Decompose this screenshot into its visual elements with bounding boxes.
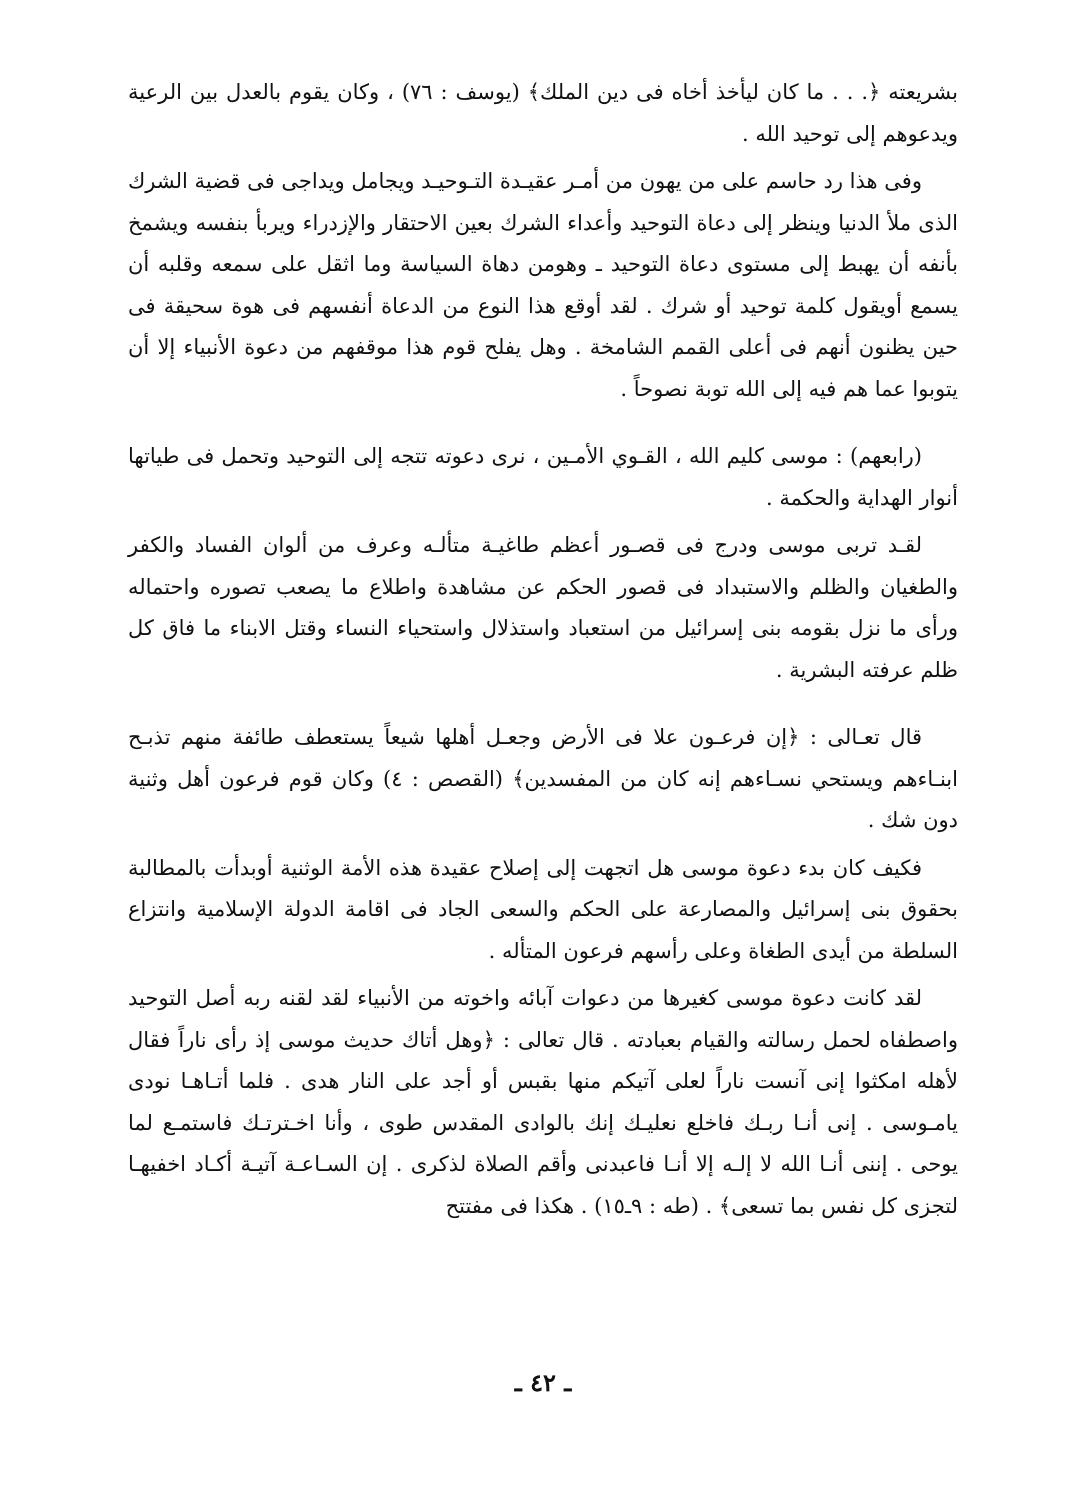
page-number: ـ ٤٢ ـ	[514, 1368, 572, 1397]
paragraph-2: وفى هذا رد حاسم على من يهون من أمـر عقيـدة التـوحيـد ويجامل ويداجى فى قضية الشرك الذى ملأ الدنيا وينظر إلى دعاة التوحيد وأعداء الشرك بعين الاحتقار والإزدراء ويربأ بنفسه ويشمخ بأنفه أن يهبط إلى مستوى دعاة التوحيد ـ وهومن دهاة السياسة وما اثقل على سمعه وقلبه أن يسمع أويقول كلمة توحيد أو شرك . لقد أوقع هذا النوع من الدعاة أنفسهم فى هوة سحيقة فى حين يظنون أنهم فى أعلى القمم الشامخة . وهل يفلح قوم هذا موقفهم من دعوة الأنبياء إلا أن يتوبوا عما هم فيه إلى الله توبة نصوحاً .	[128, 169, 958, 401]
quran-verse: إن فرعـون علا فى الأرض وجعـل أهلها شيعاً يستعطف طائفة منهم تذبـح ابنـاءهم ويستحي نسـاءهم إنه كان من المفسدين	[128, 725, 958, 791]
paragraph-6: فكيف كان بدء دعوة موسى هل اتجهت إلى إصلاح عقيدة هذه الأمة الوثنية أوبدأت بالمطالبة بحقوق بنى إسرائيل والمصارعة على الحكم والسعى الجاد فى اقامة الدولة الإسلامية وانتزاع السلطة من أيدى الطغاة وعلى رأسهم فرعون المتأله .	[128, 855, 958, 963]
paragraph-4: لقـد تربى موسى ودرج فى قصـور أعظم طاغيـة متألـه وعرف من ألوان الفساد والكفر والطغيان والظلم والاستبداد فى قصور الحكم عن مشاهدة واطلاع ما يصعب تصوره واحتماله ورأى ما نزل بقومه بنى إسرائيل من استعباد واستذلال واستحياء النساء وقتل الابناء ما فاق كل ظلم عرفته البشرية .	[128, 533, 958, 682]
quran-verse: وهل أتاك حديث موسى إذ رأى ناراً فقال لأهله امكثوا إنى آنست ناراً لعلى آتيكم منها بقبس أو أجد على النار هدى . فلما أتـاهـا نودى يامـوسى . إنى أنـا ربـك فاخلع نعليـك إنك بالوادى المقدس طوى ، وأنا اخـترتـك فاستمـع لما يوحى . إننى أنـا الله لا إلـه إلا أنـا فاعبدنى وأقم الصلاة لذكرى . إن السـاعـة آتيـة أكـاد اخفيهـا لتجزى كل نفس بما تسعى	[128, 1027, 958, 1218]
quran-verse: ما كان ليأخذ أخاه فى دين الملك	[540, 80, 825, 104]
body-text	[128, 72, 958, 1233]
paragraph-5: قال تعـالى : ﴿إن فرعـون علا فى الأرض وجعـل أهلها شيعاً يستعطف طائفة منهم تذبـح ابنـاءهم ويستحي نسـاءهم إنه كان من المفسدين﴾ (القصص : ٤) وكان قوم فرعون أهل وثنية دون شك .	[128, 725, 958, 832]
paragraph-1: بشريعته ﴿. . . ما كان ليأخذ أخاه فى دين الملك﴾ (يوسف : ٧٦) ، وكان يقوم بالعدل بين الرعية ويدعوهم إلى توحيد الله .	[128, 80, 958, 146]
paragraph-7: لقد كانت دعوة موسى كغيرها من دعوات آبائه واخوته من الأنبياء لقد لقنه ربه أصل التوحيد واصطفاه لحمل رسالته والقيام بعبادته . قال تعالى : ﴿وهل أتاك حديث موسى إذ رأى ناراً فقال لأهله امكثوا إنى آنست ناراً لعلى آتيكم منها بقبس أو أجد على النار هدى . فلما أتـاهـا نودى يامـوسى . إنى أنـا ربـك فاخلع نعليـك إنك بالوادى المقدس طوى ، وأنا اخـترتـك فاستمـع لما يوحى . إننى أنـا الله لا إلـه إلا أنـا فاعبدنى وأقم الصلاة لذكرى . إن السـاعـة آتيـة أكـاد اخفيهـا لتجزى كل نفس بما تسعى﴾ . (طه : ٩ـ١٥) . هكذا فى مفتتح	[128, 986, 958, 1218]
paragraph-3: (رابعهم) : موسى كليم الله ، القـوي الأمـين ، نرى دعوته تتجه إلى التوحيد وتحمل فى طياتها أنوار الهداية والحكمة .	[128, 444, 958, 510]
